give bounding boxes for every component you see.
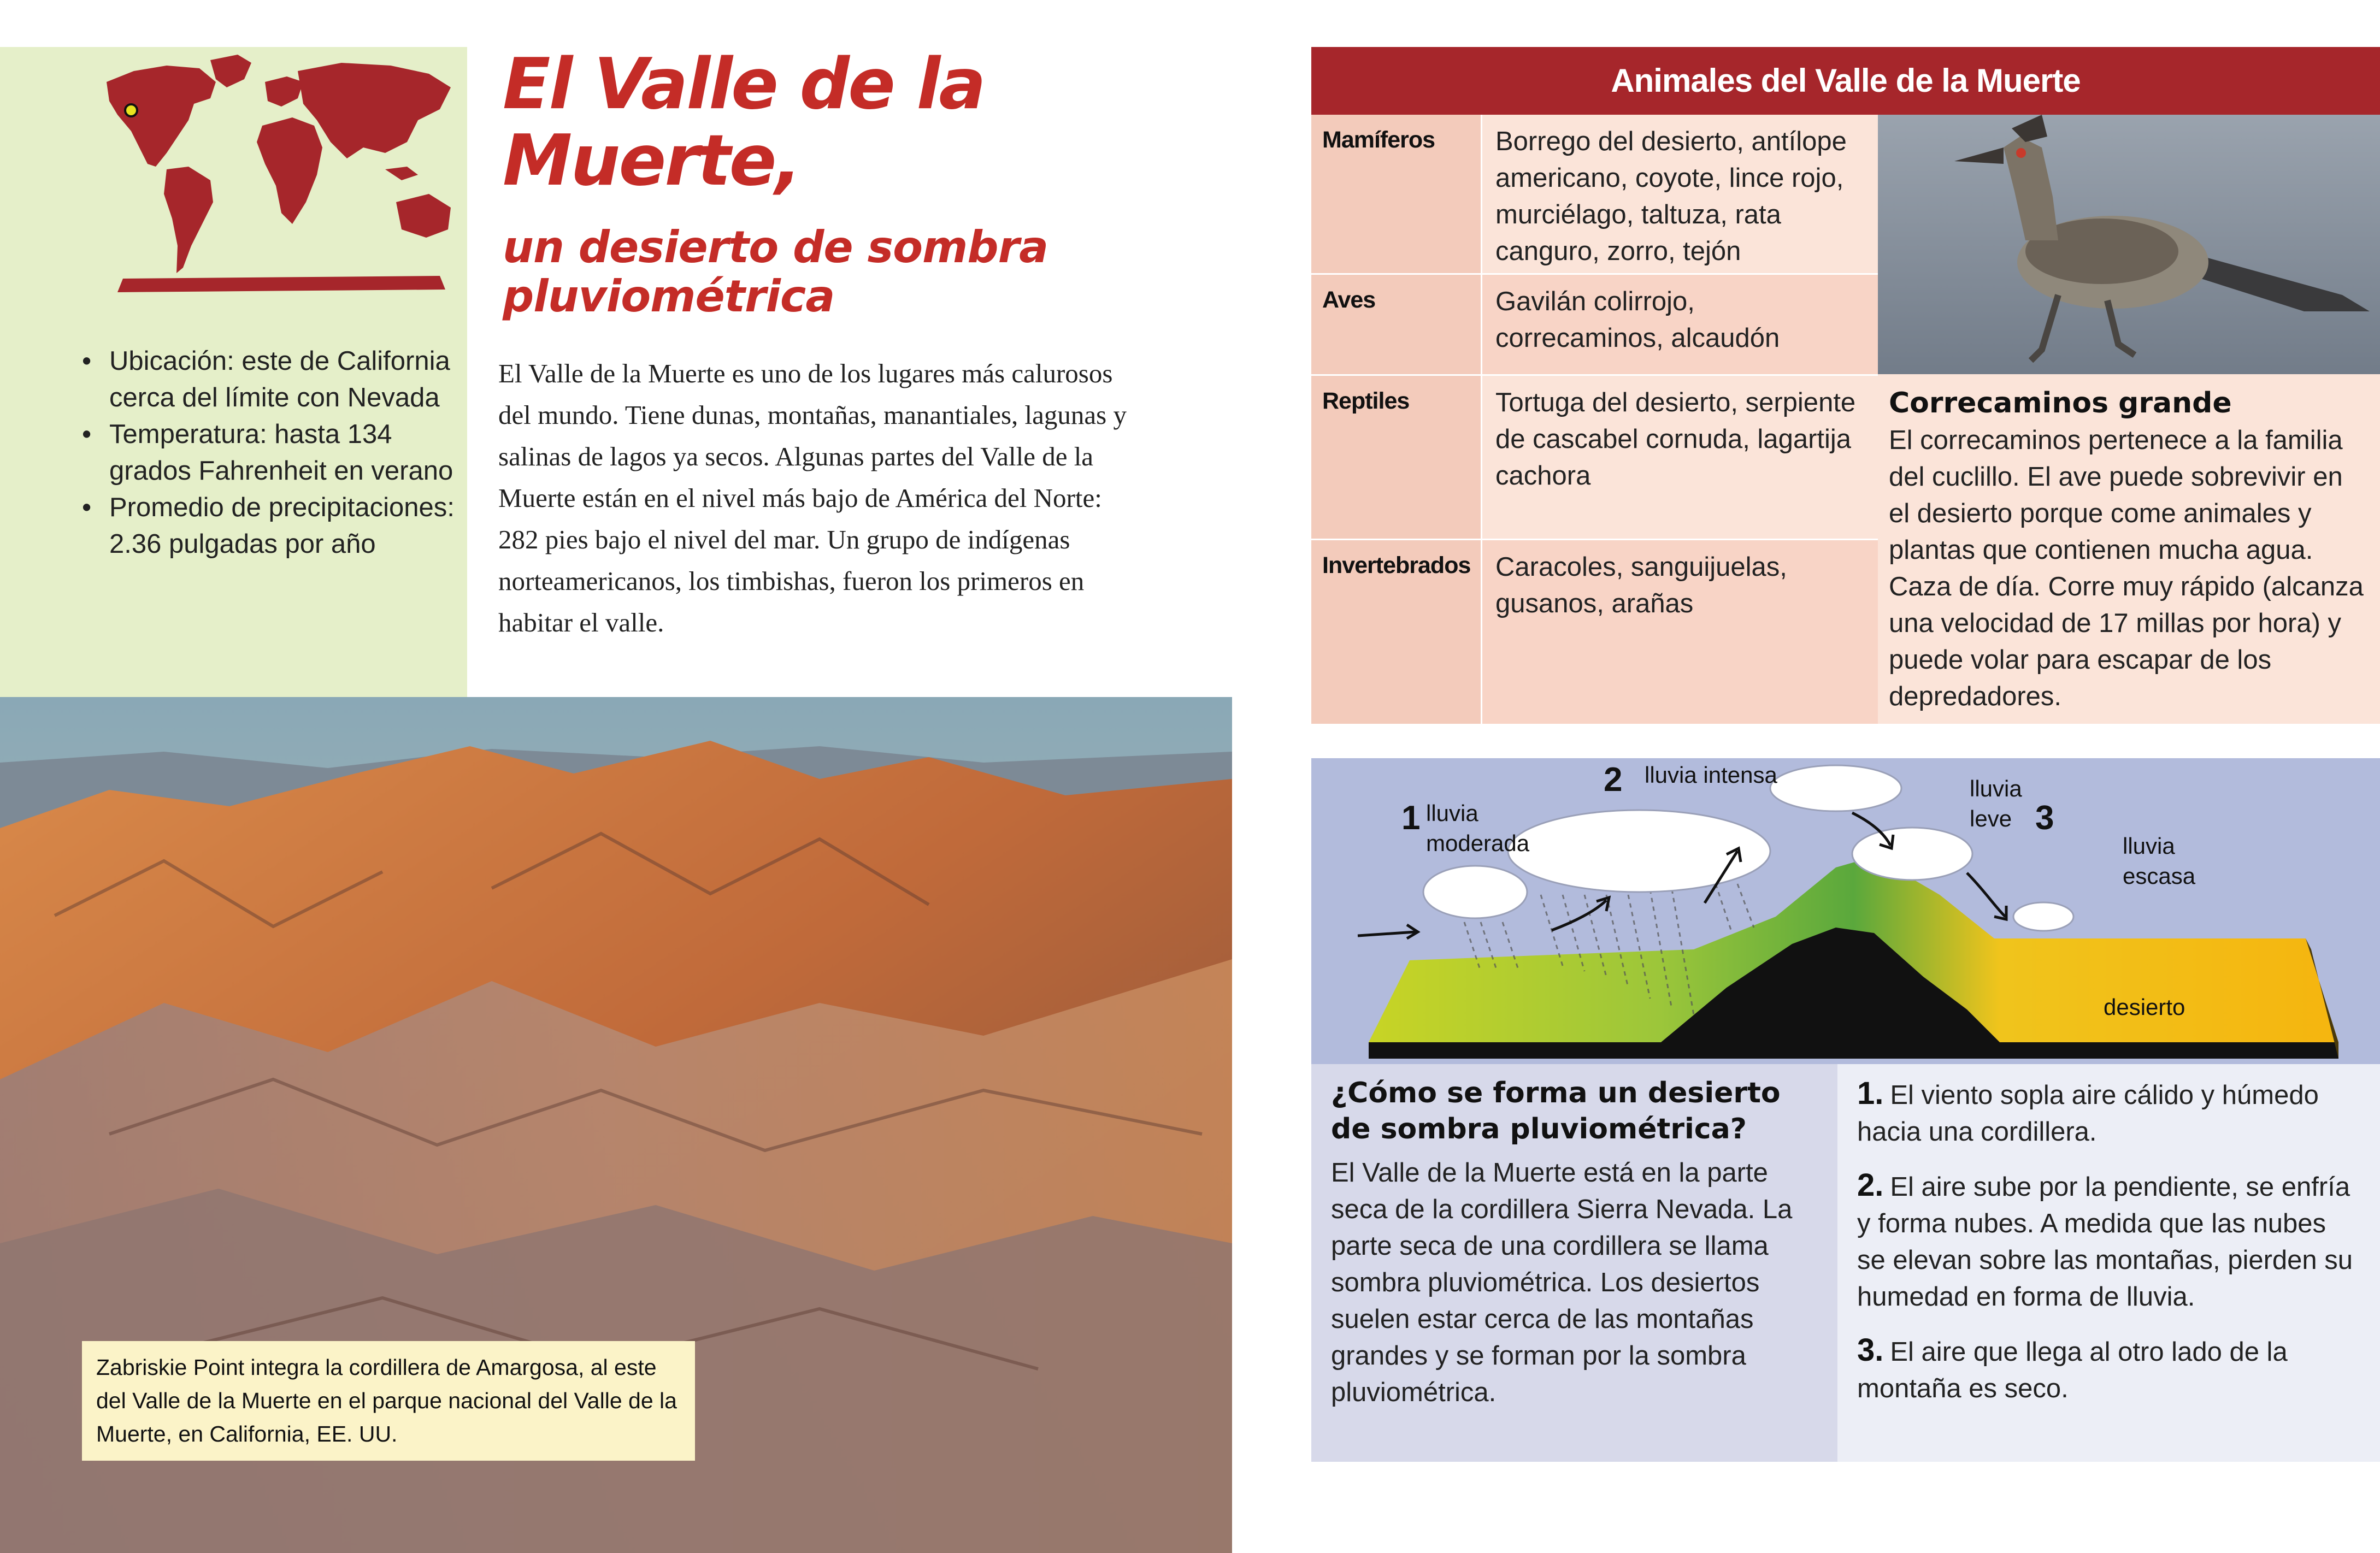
table-category-invertebrates: Invertebrados	[1311, 540, 1481, 724]
diagram-number-2: 2	[1604, 761, 1623, 799]
diagram-label-1a: lluvia	[1426, 800, 1478, 826]
step-2	[1857, 1167, 2360, 1315]
roadrunner-photo	[1878, 115, 2380, 374]
step-2-number: 2.	[1857, 1167, 1884, 1203]
step-2-text: El aire sube por la pendiente, se enfría y forma nubes. A medida que las nubes se elevan sobre las montañas, pierden su humedad en forma de lluvia.	[1857, 1172, 2353, 1312]
roadrunner-title: Correcaminos grande	[1889, 387, 2232, 420]
roadrunner-body: El correcaminos pertenece a la familia del cuclillo. El ave puede sobrevivir en el desierto porque come animales y plantas que contienen mucha agua. Caza de día. Corre muy rápido (alcanza una velocidad de 17 millas por hora) y puede volar para escapar de los depredadores.	[1889, 426, 2364, 711]
table-category-birds: Aves	[1311, 275, 1481, 374]
fact-precipitation: • Promedio de precipitaciones: 2.36 pulgadas por año	[109, 489, 459, 563]
photo-caption: Zabriskie Point integra la cordillera de Amargosa, al este del Valle de la Muerte en el parque nacional del Valle de la Muerte, en California, EE. UU.	[82, 1341, 695, 1461]
step-1-number: 1.	[1857, 1076, 1884, 1111]
steps-box	[1837, 1064, 2380, 1462]
diagram-label-4b: escasa	[2123, 863, 2196, 889]
rain-shadow-diagram	[1311, 758, 2380, 1064]
diagram-desert-label: desierto	[2104, 994, 2185, 1020]
roadrunner-box	[1878, 374, 2380, 724]
how-it-forms-title: ¿Cómo se forma un desierto de sombra pluviométrica?	[1331, 1077, 1781, 1145]
step-3-number: 3.	[1857, 1332, 1884, 1368]
fact-location: • Ubicación: este de California cerca del límite con Nevada	[109, 343, 459, 416]
table-animals-birds: Gavilán colirrojo, correcaminos, alcaudón	[1482, 275, 1878, 374]
table-animals-reptiles: Tortuga del desierto, serpiente de cascabel cornuda, lagartija cachora	[1482, 376, 1878, 539]
diagram-number-3: 3	[2035, 799, 2054, 837]
how-it-forms-box	[1311, 1064, 1837, 1462]
table-category-mammals: Mamíferos	[1311, 115, 1481, 273]
diagram-number-1: 1	[1401, 799, 1421, 837]
fact-list	[82, 343, 459, 563]
step-3	[1857, 1332, 2360, 1407]
diagram-label-4a: lluvia	[2123, 833, 2175, 859]
diagram-label-3a: lluvia	[1970, 776, 2022, 801]
step-1	[1857, 1075, 2360, 1150]
table-animals-mammals: Borrego del desierto, antílope americano, coyote, lince rojo, murciélago, taltuza, rata canguro, zorro, tejón	[1482, 115, 1878, 273]
how-it-forms-body: El Valle de la Muerte está en la parte seca de la cordillera Sierra Nevada. La parte seca de una cordillera se llama sombra pluviométrica. Los desiertos suelen estar cerca de las montañas grandes y se forman por la sombra pluviométrica.	[1331, 1158, 1793, 1407]
intro-paragraph: El Valle de la Muerte es uno de los lugares más calurosos del mundo. Tiene dunas, montañas, manantiales, lagunas y salinas de lagos ya secos. Algunas partes del Valle de la Muerte están en el nivel más bajo de América del Norte: 282 pies bajo el nivel del mar. Un grupo de indígenas norteamericanos, los timbishas, fueron los primeros en habitar el valle.	[498, 358, 1127, 637]
table-category-reptiles: Reptiles	[1311, 376, 1481, 539]
location-marker	[125, 104, 137, 116]
world-map	[101, 49, 467, 295]
diagram-label-2: lluvia intensa	[1645, 762, 1777, 788]
animals-table-header: Animales del Valle de la Muerte	[1311, 47, 2380, 115]
page-subtitle: un desierto de sombra pluviométrica	[503, 222, 1048, 322]
step-1-text: El viento sopla aire cálido y húmedo hacia una cordillera.	[1857, 1080, 2319, 1147]
step-3-text: El aire que llega al otro lado de la montaña es seco.	[1857, 1337, 2288, 1403]
table-animals-invertebrates: Caracoles, sanguijuelas, gusanos, arañas	[1482, 540, 1878, 724]
page-title: El Valle de la Muerte,	[503, 44, 985, 202]
diagram-label-3b: leve	[1970, 806, 2012, 831]
diagram-label-1b: moderada	[1426, 830, 1530, 856]
fact-temperature: • Temperatura: hasta 134 grados Fahrenheit en verano	[109, 416, 459, 489]
